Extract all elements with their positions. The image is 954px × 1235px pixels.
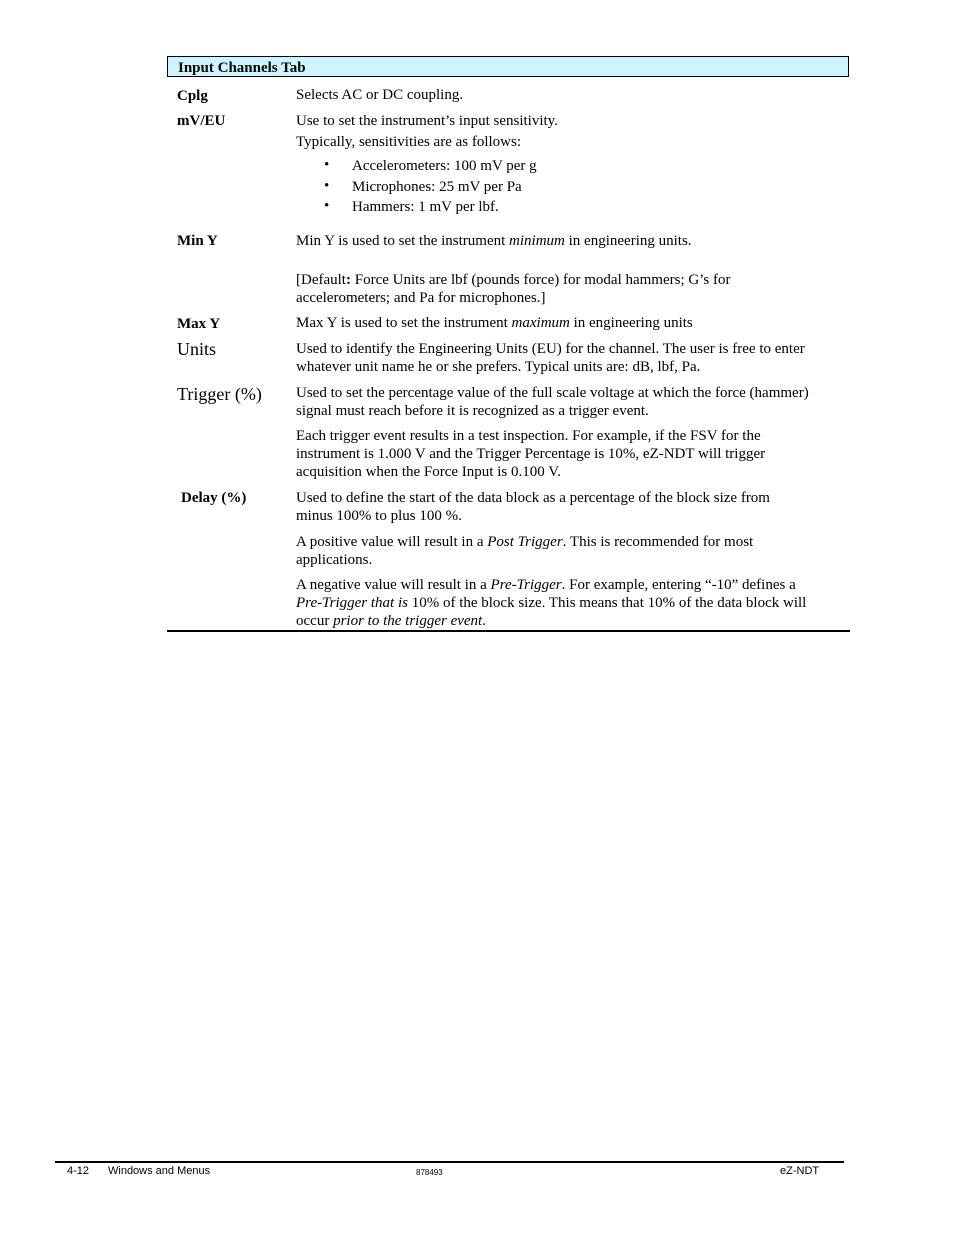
footer-page-number: 4-12 — [67, 1165, 90, 1177]
bullet-dot: • — [324, 157, 330, 173]
term-delay: Delay (%) — [181, 490, 247, 506]
default-note-line-1: [Default: Force Units are lbf (pounds force) for modal hammers; G’s for — [296, 272, 731, 288]
desc-mveu-2: Typically, sensitivities are as follows: — [296, 134, 522, 150]
term-cplg: Cplg — [177, 88, 208, 104]
desc-delay-4: applications. — [296, 552, 373, 568]
desc-delay-1: Used to define the start of the data block as a percentage of the block size from — [296, 490, 770, 506]
section-header: Input Channels Tab — [167, 56, 849, 77]
desc-cplg: Selects AC or DC coupling. — [296, 87, 464, 103]
desc-min-y: Min Y is used to set the instrument minimum in engineering units. — [296, 233, 692, 249]
desc-units-1: Used to identify the Engineering Units (EU) for the channel. The user is free to enter — [296, 341, 805, 357]
table-bottom-rule — [167, 630, 850, 632]
desc-delay-2: minus 100% to plus 100 %. — [296, 508, 462, 524]
desc-trigger-2: signal must reach before it is recognized as a trigger event. — [296, 403, 649, 419]
term-mveu: mV/EU — [177, 113, 226, 129]
footer-rule — [55, 1161, 844, 1163]
footer-chapter: Windows and Menus — [108, 1165, 211, 1177]
bullet-item-accelerometers: Accelerometers: 100 mV per g — [352, 158, 537, 174]
desc-delay-7: occur prior to the trigger event. — [296, 613, 486, 629]
desc-mveu-1: Use to set the instrument’s input sensitivity. — [296, 113, 558, 129]
term-trigger: Trigger (%) — [177, 384, 262, 404]
desc-trigger-3: Each trigger event results in a test inspection. For example, if the FSV for the — [296, 428, 761, 444]
desc-trigger-1: Used to set the percentage value of the full scale voltage at which the force (hammer) — [296, 385, 809, 401]
desc-trigger-5: acquisition when the Force Input is 0.100 V. — [296, 464, 561, 480]
desc-units-2: whatever unit name he or she prefers. Typical units are: dB, lbf, Pa. — [296, 359, 701, 375]
default-note-line-2: accelerometers; and Pa for microphones.] — [296, 290, 546, 306]
term-min-y: Min Y — [177, 233, 218, 249]
bullet-item-microphones: Microphones: 25 mV per Pa — [352, 179, 522, 195]
desc-delay-5: A negative value will result in a Pre-Trigger. For example, entering “-10” defines a — [296, 577, 796, 593]
term-max-y: Max Y — [177, 316, 221, 332]
footer-product: eZ-NDT — [780, 1165, 820, 1177]
footer-doc-number: 878493 — [416, 1168, 443, 1177]
desc-delay-3: A positive value will result in a Post Trigger. This is recommended for most — [296, 534, 754, 550]
bullet-dot: • — [324, 198, 330, 214]
term-units: Units — [177, 339, 217, 359]
desc-trigger-4: instrument is 1.000 V and the Trigger Percentage is 10%, eZ-NDT will trigger — [296, 446, 766, 462]
desc-max-y: Max Y is used to set the instrument maximum in engineering units — [296, 315, 693, 331]
bullet-item-hammers: Hammers: 1 mV per lbf. — [352, 199, 499, 215]
desc-delay-6: Pre-Trigger that is 10% of the block size. This means that 10% of the data block will — [296, 595, 807, 611]
bullet-dot: • — [324, 178, 330, 194]
